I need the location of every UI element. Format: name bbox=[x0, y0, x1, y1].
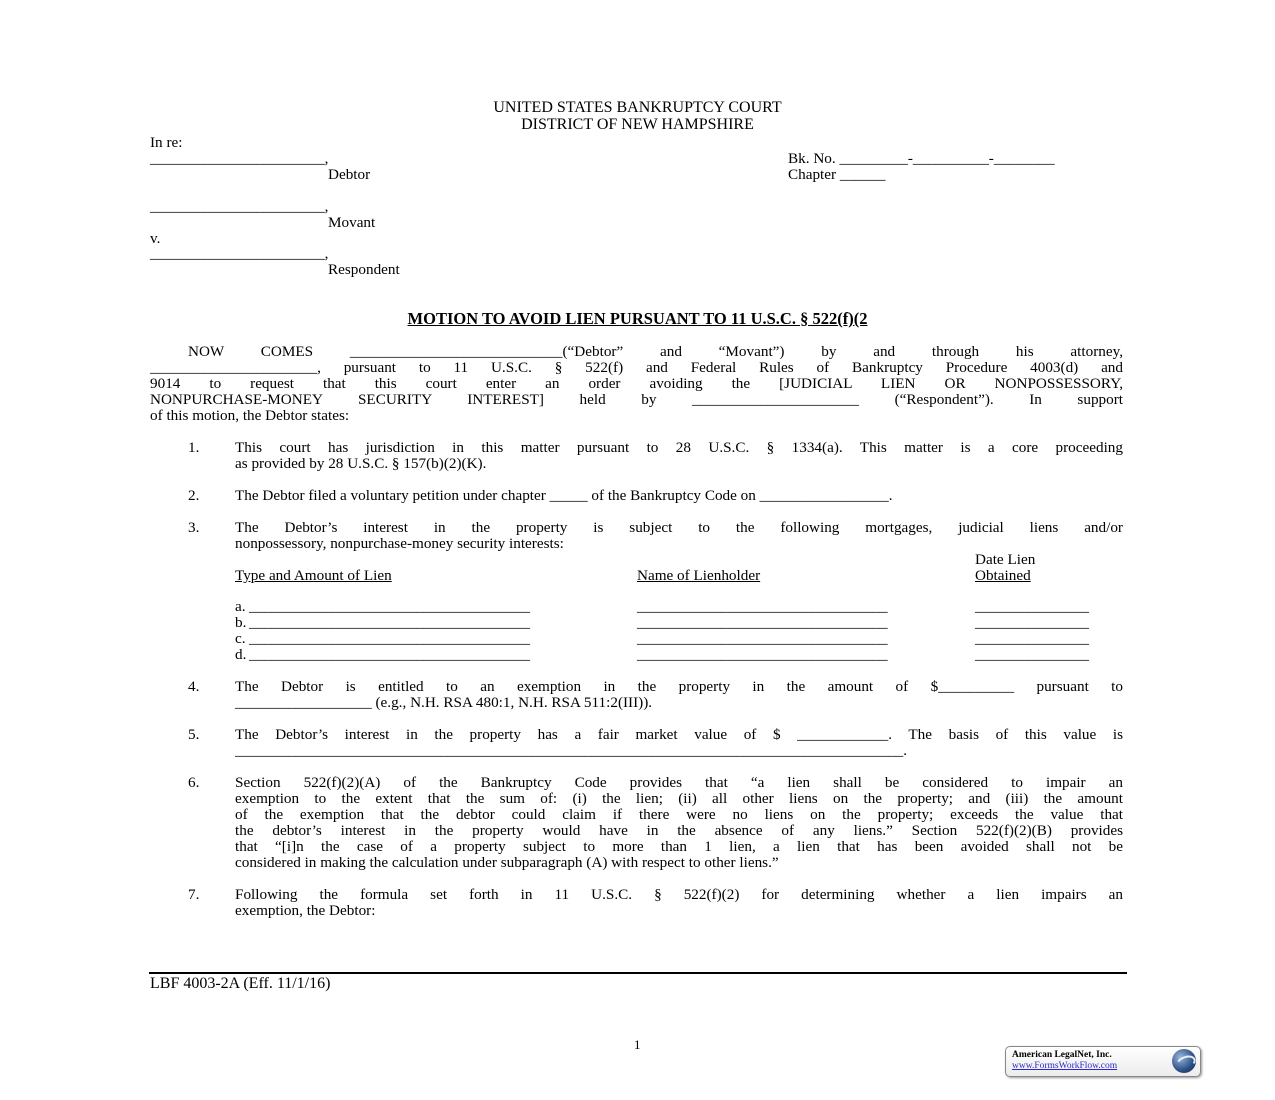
in-re-label: In re: bbox=[150, 134, 183, 151]
paragraph-number: 1. bbox=[188, 439, 200, 456]
paragraph-line: Section 522(f)(2)(A) of the Bankruptcy Code provides that “a lien shall be considered to impair an bbox=[235, 774, 1123, 791]
date-field[interactable]: _______________ bbox=[975, 614, 1089, 631]
paragraph-line: The Debtor is entitled to an exemption in the property in the amount of $__________ pursuant to bbox=[235, 678, 1123, 695]
badge-company: American LegalNet, Inc. bbox=[1012, 1050, 1112, 1060]
paragraph-number: 2. bbox=[188, 487, 200, 504]
movant-label: Movant bbox=[328, 214, 376, 231]
court-district: DISTRICT OF NEW HAMPSHIRE bbox=[521, 116, 754, 133]
type-amount-field[interactable]: _____________________________________ bbox=[249, 614, 530, 631]
debtor-blank[interactable]: _______________________, bbox=[150, 150, 329, 167]
paragraph-number: 4. bbox=[188, 678, 200, 695]
row-label: c. bbox=[235, 630, 246, 647]
row-label: a. bbox=[235, 598, 246, 615]
paragraph-number: 5. bbox=[188, 726, 200, 743]
paragraph-line: The Debtor’s interest in the property has a fair market value of $ ____________. The basis of this value is bbox=[235, 726, 1123, 743]
paragraph-line: This court has jurisdiction in this matter pursuant to 28 U.S.C. § 1334(a). This matter is a core proceeding bbox=[235, 439, 1123, 456]
legalnet-badge[interactable] bbox=[1005, 1046, 1201, 1077]
paragraph-line: of the exemption that the debtor could claim if there were no liens on the property; exceeds the value that bbox=[235, 806, 1123, 823]
date-field[interactable]: _______________ bbox=[975, 630, 1089, 647]
type-amount-header: Type and Amount of Lien bbox=[235, 567, 392, 584]
respondent-label: Respondent bbox=[328, 261, 400, 278]
lienholder-field[interactable]: _________________________________ bbox=[637, 646, 888, 663]
paragraph-line: as provided by 28 U.S.C. § 157(b)(2)(K). bbox=[235, 455, 487, 472]
page-number: 1 bbox=[634, 1037, 641, 1052]
type-amount-field[interactable]: _____________________________________ bbox=[249, 598, 530, 615]
intro-line: NOW COMES ____________________________(“Debtor” and “Movant”) by and through his attorney, bbox=[188, 343, 1123, 360]
paragraph-line: considered in making the calculation under subparagraph (A) with respect to other liens.” bbox=[235, 854, 779, 871]
lienholder-field[interactable]: _________________________________ bbox=[637, 598, 888, 615]
type-amount-field[interactable]: _____________________________________ bbox=[249, 630, 530, 647]
lienholder-header: Name of Lienholder bbox=[637, 567, 761, 584]
paragraph-number: 6. bbox=[188, 774, 200, 791]
paragraph-number: 3. bbox=[188, 519, 200, 536]
paragraph-line: exemption to the extent that the sum of: (i) the lien; (ii) all other liens on the property; and (iii) the amount bbox=[235, 790, 1123, 807]
respondent-blank[interactable]: _______________________, bbox=[150, 245, 329, 262]
intro-line: of this motion, the Debtor states: bbox=[150, 407, 350, 424]
paragraph-line: nonpossessory, nonpurchase-money security interests: bbox=[235, 535, 564, 552]
paragraph-line: Following the formula set forth in 11 U.S.C. § 522(f)(2) for determining whether a lien impairs an bbox=[235, 886, 1123, 903]
intro-line: 9014 to request that this court enter an order avoiding the [JUDICIAL LIEN OR NONPOSSESSORY, bbox=[150, 375, 1123, 392]
type-amount-field[interactable]: _____________________________________ bbox=[249, 646, 530, 663]
form-id: LBF 4003-2A (Eff. 11/1/16) bbox=[150, 975, 331, 992]
document-title: MOTION TO AVOID LIEN PURSUANT TO 11 U.S.C. § 522(f)(2 bbox=[407, 309, 868, 328]
paragraph-line: the debtor’s interest in the property would have in the absence of any liens.” Section 522(f)(2)(B) provides bbox=[235, 822, 1123, 839]
row-label: b. bbox=[235, 614, 247, 631]
date-field[interactable]: _______________ bbox=[975, 598, 1089, 615]
date-lien-header-line1: Date Lien bbox=[975, 551, 1036, 568]
paragraph-line: ________________________________________________________________________________________. bbox=[235, 743, 908, 759]
lienholder-field[interactable]: _________________________________ bbox=[637, 630, 888, 647]
intro-line: NONPURCHASE-MONEY SECURITY INTEREST] held by ______________________ (“Respondent”). In support bbox=[150, 391, 1123, 408]
movant-blank[interactable]: _______________________, bbox=[150, 198, 329, 215]
intro-line: ______________________, pursuant to 11 U.S.C. § 522(f) and Federal Rules of Bankruptcy Procedure 4003(d) and bbox=[150, 359, 1123, 376]
court-name: UNITED STATES BANKRUPTCY COURT bbox=[493, 99, 782, 116]
versus-label: v. bbox=[150, 230, 161, 247]
chapter-field[interactable]: Chapter ______ bbox=[788, 166, 886, 183]
debtor-label: Debtor bbox=[328, 166, 371, 183]
paragraph-number: 7. bbox=[188, 886, 200, 903]
date-lien-header-line2: Obtained bbox=[975, 567, 1031, 584]
bankruptcy-number-field[interactable]: Bk. No. _________-__________-________ bbox=[788, 150, 1055, 167]
paragraph-line: The Debtor’s interest in the property is subject to the following mortgages, judicial liens and/or bbox=[235, 519, 1123, 536]
badge-link[interactable]: www.FormsWorkFlow.com bbox=[1012, 1061, 1118, 1071]
date-field[interactable]: _______________ bbox=[975, 646, 1089, 663]
paragraph-line: The Debtor filed a voluntary petition under chapter _____ of the Bankruptcy Code on _________________. bbox=[235, 487, 893, 504]
paragraph-line: that “[i]n the case of a property subject to more than 1 lien, a lien that has been avoided shall not be bbox=[235, 838, 1123, 855]
paragraph-line: exemption, the Debtor: bbox=[235, 902, 376, 919]
row-label: d. bbox=[235, 646, 247, 663]
paragraph-line: __________________ (e.g., N.H. RSA 480:1, N.H. RSA 511:2(III)). bbox=[235, 694, 653, 711]
footer-divider bbox=[149, 972, 1127, 974]
globe-icon bbox=[1172, 1049, 1196, 1073]
lienholder-field[interactable]: _________________________________ bbox=[637, 614, 888, 631]
